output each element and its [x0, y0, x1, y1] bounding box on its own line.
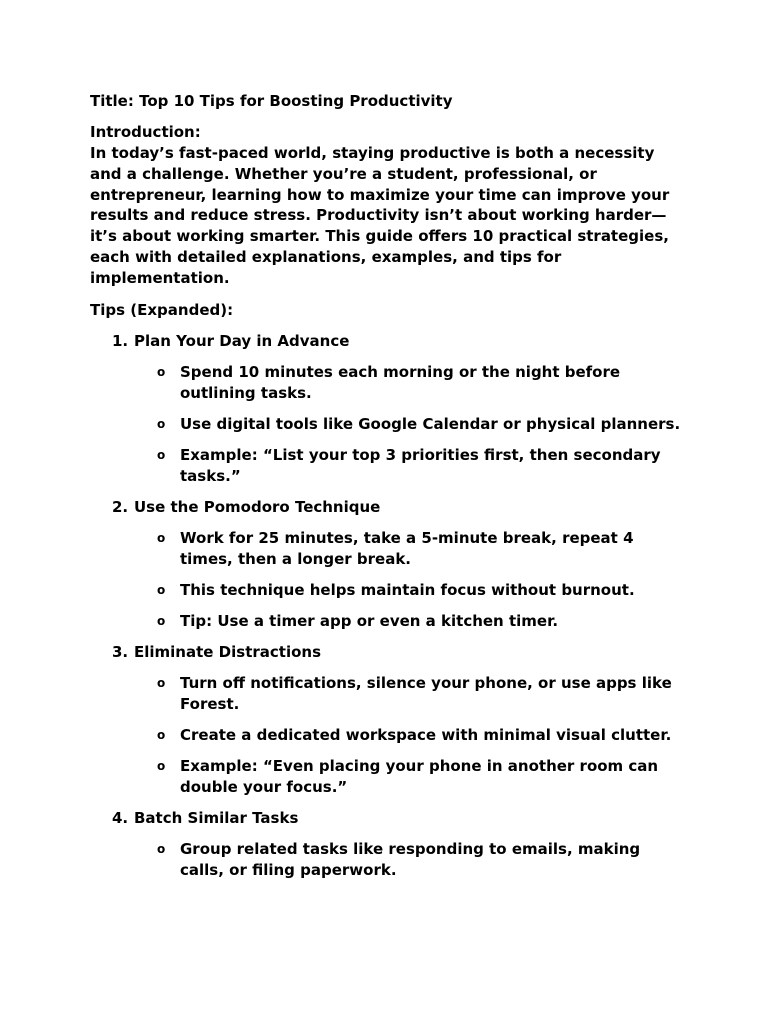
tip-point: [90, 528, 686, 570]
tip-number: 2.: [112, 497, 129, 516]
tip-point: [90, 673, 686, 715]
bullet-icon: o: [157, 530, 166, 545]
tip-point: [90, 611, 686, 632]
tip-point: [90, 414, 686, 435]
tip-number: 3.: [112, 642, 129, 661]
tip-point: [90, 445, 686, 487]
bullet-icon: o: [157, 727, 166, 742]
tip-points: [90, 673, 682, 798]
tip-item: [90, 497, 682, 632]
tip-point-text: Turn off notifications, silence your phone, or use apps like Forest.: [180, 673, 672, 713]
tip-point: [90, 756, 686, 798]
tip-point-text: Spend 10 minutes each morning or the night before outlining tasks.: [180, 362, 621, 402]
tip-item: [90, 642, 682, 798]
tip-title: Use the Pomodoro Technique: [134, 497, 381, 516]
bullet-icon: o: [157, 758, 166, 773]
tip-point-text: Tip: Use a timer app or even a kitchen timer.: [180, 611, 559, 630]
tip-point: [90, 839, 686, 881]
bullet-icon: o: [157, 364, 166, 379]
tips-list: [90, 331, 682, 881]
tip-title: Plan Your Day in Advance: [134, 331, 350, 350]
tip-point: [90, 362, 686, 404]
document-title: Title: Top 10 Tips for Boosting Productivity: [90, 92, 453, 110]
tip-point-text: Example: “Even placing your phone in another room can double your focus.”: [180, 756, 659, 796]
tip-point: [90, 580, 686, 601]
tip-title: Batch Similar Tasks: [134, 808, 299, 827]
tip-points: [90, 362, 682, 487]
intro-paragraph: In today’s fast-paced world, staying productive is both a necessity and a challenge. Whether you’re a student, professional, or entrepreneur, learning how to maximize your time can improve your results and reduce stress. Productivity isn’t about working harder—it’s about working smarter. This guide offers 10 practical strategies, each with detailed explanations, examples, and tips for implementation.: [90, 144, 670, 287]
tip-point-text: This technique helps maintain focus without burnout.: [180, 580, 635, 599]
tip-item: [90, 808, 682, 881]
bullet-icon: o: [157, 613, 166, 628]
tip-heading: [90, 331, 682, 352]
tip-number: 1.: [112, 331, 129, 350]
tip-point: [90, 725, 686, 746]
bullet-icon: o: [157, 582, 166, 597]
tip-point-text: Work for 25 minutes, take a 5-minute break, repeat 4 times, then a longer break.: [180, 528, 634, 568]
tip-title: Eliminate Distractions: [134, 642, 321, 661]
tip-point-text: Group related tasks like responding to emails, making calls, or filing paperwork.: [180, 839, 641, 879]
tip-points: [90, 528, 682, 632]
bullet-icon: o: [157, 841, 166, 856]
tip-item: [90, 331, 682, 487]
tip-points: [90, 839, 682, 881]
tip-point-text: Create a dedicated workspace with minimal visual clutter.: [180, 725, 672, 744]
document-page: [90, 90, 682, 891]
intro-label: Introduction:: [90, 123, 201, 141]
tip-heading: [90, 497, 682, 518]
tip-point-text: Use digital tools like Google Calendar or physical planners.: [180, 414, 681, 433]
tip-heading: [90, 642, 682, 663]
bullet-icon: o: [157, 416, 166, 431]
tip-number: 4.: [112, 808, 129, 827]
bullet-icon: o: [157, 447, 166, 462]
tip-heading: [90, 808, 682, 829]
tips-heading: Tips (Expanded):: [90, 300, 234, 319]
bullet-icon: o: [157, 675, 166, 690]
tip-point-text: Example: “List your top 3 priorities first, then secondary tasks.”: [180, 445, 661, 485]
